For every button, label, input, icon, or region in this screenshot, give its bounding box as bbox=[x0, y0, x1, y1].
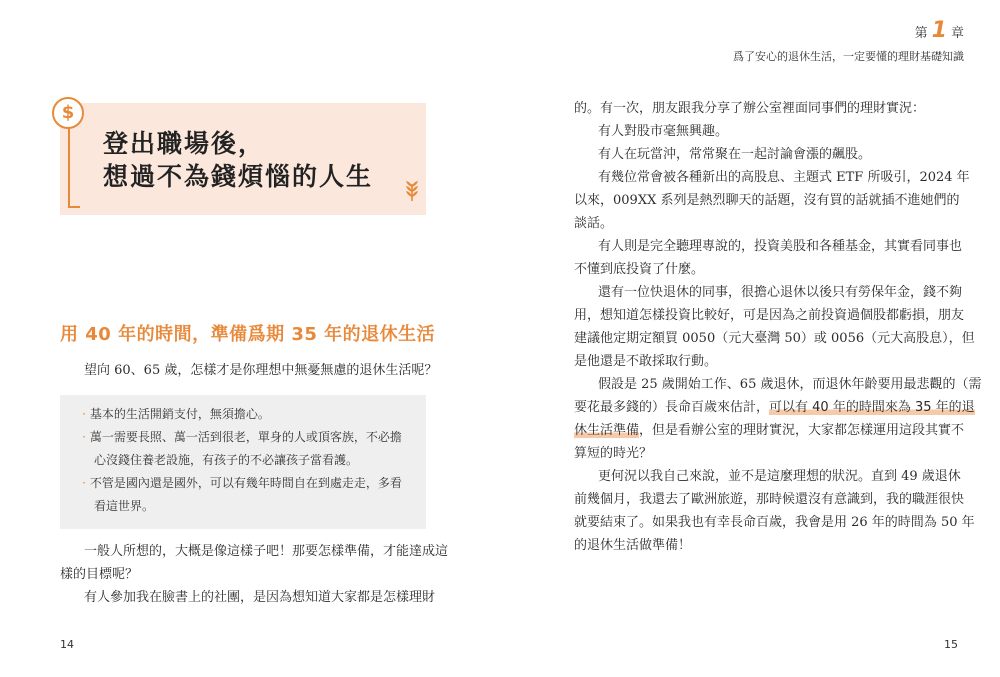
dollar-icon: $ bbox=[52, 97, 84, 129]
bullet-dot-icon: · bbox=[82, 476, 86, 490]
body-line: 更何況以我自己來說，並不是這麼理想的狀況。直到 49 歲退休 bbox=[598, 469, 961, 484]
body-line: 假設是 25 歲開始工作、65 歲退休，而退休年齡要用最悲觀的（需 bbox=[598, 377, 982, 392]
body-line bbox=[574, 397, 975, 419]
body-text: 要花最多錢的）長命百歲來估計， bbox=[574, 400, 770, 415]
chapter-mark bbox=[915, 18, 964, 43]
body-line: 有人在玩當沖，常常聚在一起討論會漲的飆股。 bbox=[598, 147, 872, 162]
body-line: 有人對股市毫無興趣。 bbox=[598, 124, 729, 139]
body-line: 還有一位快退休的同事，很擔心退休以後只有勞保年金，錢不夠 bbox=[598, 285, 963, 300]
section-heading: 用 40 年的時間，準備爲期 35 年的退休生活 bbox=[60, 324, 436, 345]
body-text: ，但是看辦公室的理財實況，大家都怎樣運用這段其實不 bbox=[639, 423, 965, 438]
body-line: 是他還是不敢採取行動。 bbox=[574, 354, 718, 369]
body-line: 就要結束了。如果我也有幸長命百歲，我會是用 26 年的時間為 50 年 bbox=[574, 515, 975, 530]
chapter-number: 1 bbox=[931, 18, 947, 43]
body-line: 前幾個月，我還去了歐洲旅遊，那時候還沒有意識到，我的職涯很快 bbox=[574, 492, 965, 507]
body-line: 不懂到底投資了什麼。 bbox=[574, 262, 705, 277]
chapter-prefix: 第 bbox=[914, 26, 928, 41]
page-number-right: 15 bbox=[944, 638, 958, 651]
bullet-dot-icon: · bbox=[82, 430, 86, 444]
checklist-item: · 基本的生活開銷支付，無須擔心。 bbox=[82, 407, 270, 421]
chapter-title-line2: 想過不為錢煩惱的人生 bbox=[103, 162, 374, 191]
body-line: 算短的時光？ bbox=[574, 446, 653, 461]
body-line: 用，想知道怎樣投資比較好，可是因為之前投資過個股都虧損，朋友 bbox=[574, 308, 965, 323]
intro-paragraph: 望向 60、65 歲，怎樣才是你理想中無憂無慮的退休生活呢？ bbox=[84, 363, 438, 378]
body-line: 有人則是完全聽理專說的，投資美股和各種基金，其實看同事也 bbox=[598, 239, 963, 254]
body-line: 有幾位常會被各種新出的高股息、主題式 ETF 所吸引，2024 年 bbox=[598, 170, 970, 185]
body-line: 的。有一次，朋友跟我分享了辦公室裡面同事們的理財實況： bbox=[574, 101, 926, 116]
bullet-dot-icon: · bbox=[82, 407, 86, 421]
body-line bbox=[574, 420, 964, 442]
checklist-item-continued: 看這世界。 bbox=[94, 499, 155, 513]
body-line: 談話。 bbox=[574, 216, 614, 231]
body-line: 的退休生活做準備！ bbox=[574, 538, 692, 553]
body-line: 樣的目標呢？ bbox=[60, 567, 139, 582]
chapter-suffix: 章 bbox=[950, 26, 964, 41]
chapter-subtitle: 爲了安心的退休生活，一定要懂的理財基礎知識 bbox=[733, 50, 964, 63]
checklist-item-continued: 心沒錢住養老設施，有孩子的不必讓孩子當看護。 bbox=[94, 453, 359, 467]
body-line: 建議他定期定額買 0050（元大臺灣 50）或 0056（元大高股息），但 bbox=[574, 331, 975, 346]
highlighted-text: 可以有 40 年的時間來為 35 年的退 bbox=[769, 400, 975, 415]
checklist-item: · 萬一需要長照、萬一活到很老，單身的人或頂客族，不必擔 bbox=[82, 430, 402, 444]
chapter-title-line1: 登出職場後， bbox=[103, 129, 266, 158]
wheat-icon bbox=[403, 178, 421, 207]
body-line: 以來，009XX 系列是熱烈聊天的話題，沒有買的話就插不進她們的 bbox=[574, 193, 960, 208]
body-line: 有人參加我在臉書上的社團，是因為想知道大家都是怎樣理財 bbox=[84, 590, 436, 605]
body-line: 一般人所想的，大概是像這樣子吧！那要怎樣準備，才能達成這 bbox=[84, 544, 449, 559]
highlighted-text: 休生活準備 bbox=[574, 423, 640, 438]
checklist-item: · 不管是國內還是國外，可以有幾年時間自在到處走走，多看 bbox=[82, 476, 402, 490]
page-number-left: 14 bbox=[60, 638, 74, 651]
